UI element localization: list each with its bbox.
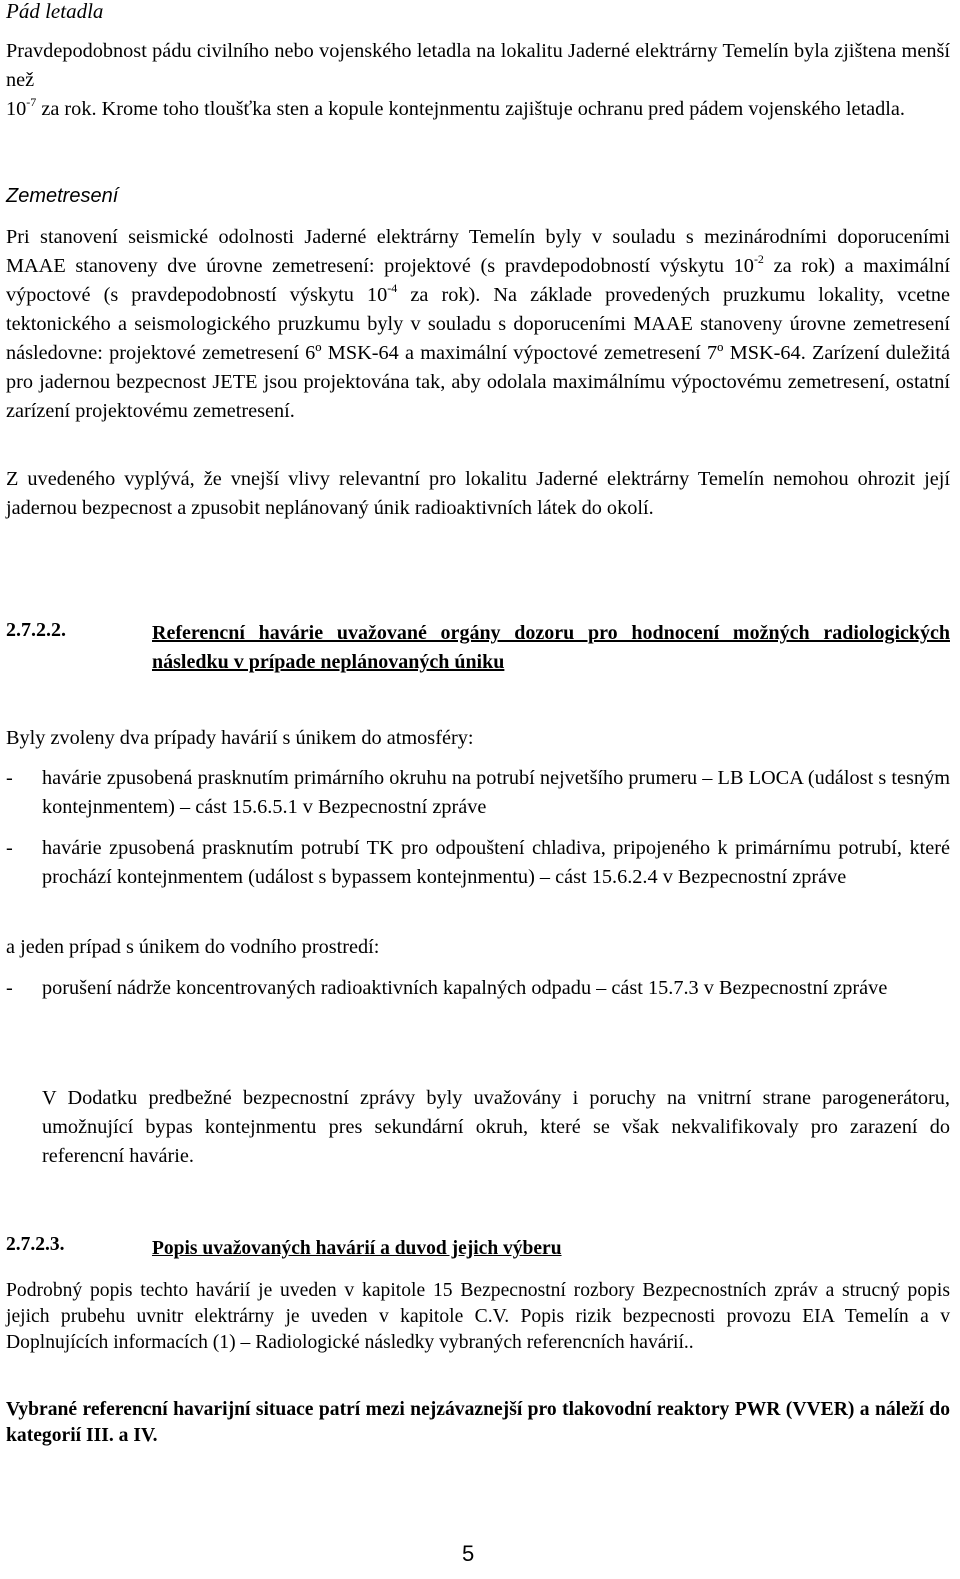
list-item-text: havárie zpusobená prasknutím primárního okruhu na potrubí nejvetšího prumeru – LB LOCA (událost s tesným kontejnmentem) – cást 15.6.5.1 v Bezpecnostní zpráve [42,767,950,818]
heading-pad-letadla: Pád letadla [6,0,104,23]
list-item [6,834,950,892]
heading-zemetreseni: Zemetresení [6,185,119,207]
intro-water: a jeden prípad s únikem do vodního prostredí: [6,936,380,958]
exp-value: -2 [753,252,764,267]
dash: - [6,977,13,999]
dash: - [6,837,13,859]
text: Pravdepodobnost pádu civilního nebo vojenského letadla na lokalitu Jaderné elektrárny Temelín byla zjištena menší než [6,40,950,91]
list-item-text: porušení nádrže koncentrovaných radioaktivních kapalných odpadu – cást 15.7.3 v Bezpecnostní zpráve [42,977,888,999]
section-title: Popis uvažovaných havárií a duvod jejich výberu [152,1238,562,1259]
exp-base: 10 [367,284,388,306]
dash: - [6,767,13,789]
text: Pri stanovení seismické odolnosti Jaderné elektrárny Temelín byly v souladu s mezinárodními doporuceními MAAE stanoveny dve úrovne zemetresení: projektové (s pravdepodobností výskytu [6,226,950,277]
exp-value: -7 [26,95,37,110]
paragraph-bold: Vybrané referencní havarijní situace patrí mezi nejzávaznejší pro tlakovodní reaktory PWR (VVER) a náleží do kategorií III. a IV. [6,1399,950,1446]
paragraph-conclusion: Z uvedeného vyplývá, že vnejší vlivy relevantní pro lokalitu Jaderné elektrárny Temelín nemohou ohrozit její jadernou bezpecnost a zpusobit neplánovaný únik radioaktivních látek do okolí. [6,468,950,519]
paragraph-seismic [6,223,950,426]
text: za rok). Na základe provedených pruzkumu lokality, vcetne tektonického a seismologického pruzkumu byly v souladu s doporuceními MAAE stanoveny úrovne zemetresení následovne: projektové zemetresení 6º MSK-64 a maximální výpoctové zemetresení 7º MSK-64. Zarízení duležitá pro jadernou bezpecnost JETE jsou projektována tak, aby odolala maximálnímu výpoctovému zemetresení, ostatní zarízení projektovému zemetresení. [6,284,950,422]
page-number: 5 [462,1541,475,1566]
paragraph-pad-letadla [6,37,950,124]
exp-value: -4 [387,281,398,296]
text: za rok. Krome toho tloušťka sten a kopule kontejnmentu zajištuje ochranu pred pádem vojenského letadla. [36,98,905,120]
list-item [6,974,950,1003]
exp-base: 10 [733,255,754,277]
exp-base: 10 [6,98,27,120]
list-item-text: havárie zpusobená prasknutím potrubí TK pro odpouštení chladiva, pripojeného k primárnímu potrubí, které prochází kontejnmentem (událost s bypassem kontejnmentu) – cást 15.6.2.4 v Bezpecnostní zpráve [42,837,950,888]
text: za rok) a maximální výpoctové (s pravdepodobností výskytu [6,255,950,306]
note-paragraph: V Dodatku predbežné bezpecnostní zprávy byly uvažovány i poruchy na vnitrní strane parogenerátoru, umožnující bypas kontejnmentu pres sekundární okruh, které se však nekvalifikovaly pro zarazení do referencní havárie. [42,1087,950,1167]
section-number: 2.7.2.2. [6,619,66,641]
list-item [6,764,950,822]
paragraph-description: Podrobný popis techto havárií je uveden v kapitole 15 Bezpecnostní rozbory Bezpecnostních zpráv a strucný popis jejich prubehu uvnitr elektrárny je uveden v kapitole C.V. Popis rizik bezpecnosti provozu EIA Temelín a v Doplnujících informacích (1) – Radiologické následky vybraných referencních havárií.. [6,1280,950,1353]
intro-atmosphere: Byly zvoleny dva prípady havárií s únikem do atmosféry: [6,727,474,749]
section-title: Referencní havárie uvažované orgány dozoru pro hodnocení možných radiologických následku v prípade neplánovaných úniku [152,622,950,673]
section-number: 2.7.2.3. [6,1234,65,1255]
